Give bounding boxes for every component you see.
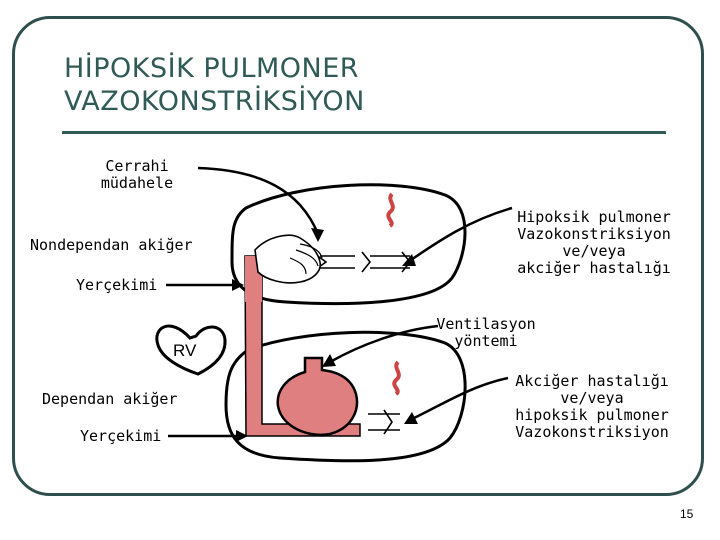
label-disease-bottom-line2: ve/veya: [560, 389, 624, 407]
arrow-hpv-top: [408, 208, 512, 262]
label-surgery-line2: müdahele: [100, 174, 174, 192]
label-nondependent-lung: Nondependan akiğer: [30, 236, 193, 254]
page-number: 15: [680, 507, 694, 521]
title-line-2: VAZOKONSTRİKSİYON: [64, 86, 365, 117]
airway-top: [312, 252, 410, 272]
surgeon-hand: [255, 235, 320, 283]
label-hpv-top-line4: akciğer hastalığı: [517, 259, 671, 277]
airway-bottom: [368, 410, 400, 434]
label-ventilation: [430, 316, 542, 350]
label-ventilation-line1: Ventilasyon: [436, 315, 536, 333]
label-surgery-line1: Cerrahi: [105, 157, 169, 175]
label-disease-bottom-line4: Vazokonstriksiyon: [515, 423, 669, 441]
label-gravity-top: Yerçekimi: [76, 276, 158, 294]
label-disease-bottom-line1: Akciğer hastalığı: [515, 372, 669, 390]
tissue-wave-top: [388, 194, 393, 226]
arrow-disease-bottom: [410, 378, 508, 420]
arrow-surgery: [198, 168, 318, 234]
label-disease-bottom: [504, 373, 680, 441]
rv-label: RV: [173, 341, 197, 360]
tissue-wave-bottom: [394, 362, 399, 394]
label-hpv-top-line1: Hipoksik pulmoner: [517, 208, 671, 226]
label-disease-bottom-line3: hipoksik pulmoner: [515, 406, 669, 424]
label-surgery: [84, 158, 190, 192]
label-hpv-top-line3: ve/veya: [562, 242, 626, 260]
label-ventilation-line2: yöntemi: [454, 332, 518, 350]
label-dependent-lung: Dependan akiğer: [42, 390, 178, 408]
label-hpv-top-line2: Vazokonstriksiyon: [517, 225, 671, 243]
label-gravity-bottom: Yerçekimi: [80, 427, 162, 445]
title-line-1: HİPOKSİK PULMONER: [64, 53, 360, 84]
label-hpv-top: [506, 209, 682, 277]
alveolus-sac: [278, 358, 357, 435]
